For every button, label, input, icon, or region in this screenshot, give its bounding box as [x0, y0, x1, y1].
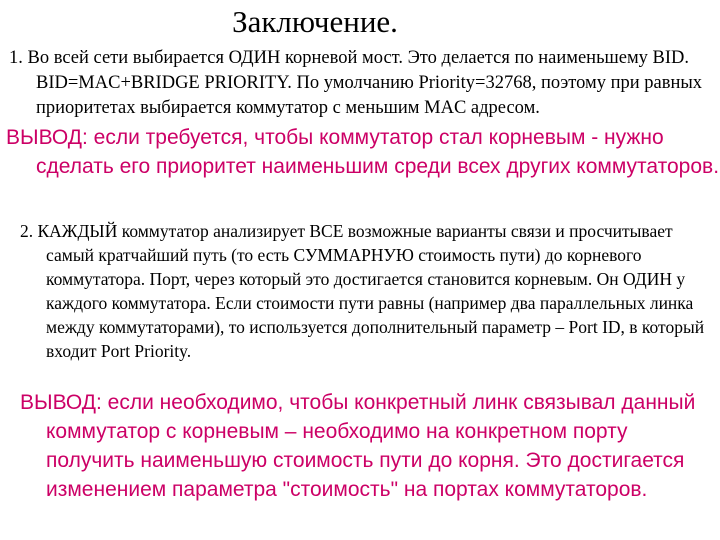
slide-title: Заключение. [232, 4, 398, 39]
point-1-root-bridge: 1. Во всей сети выбирается ОДИН корневой мост. Это делается по наименьшему BID. BID=MAC+BRIDGE PRIORITY. По умолчанию Priority=32768, поэтому при равных приоритетах выбирается коммутатор с меньшим MAC адресом. [9, 48, 703, 118]
conclusion-1: ВЫВОД: если требуется, чтобы коммутатор стал корневым - нужно сделать его приоритет наименьшим среди всех других коммутаторов. [6, 126, 720, 178]
point-2-root-port: 2. КАЖДЫЙ коммутатор анализирует ВСЕ возможные варианты связи и просчитывает самый кратчайший путь (то есть СУММАРНУЮ стоимость пути) до корневого коммутатора. Порт, через который это достигается становится корневым. Он ОДИН у каждого коммутатора. Если стоимости пути равны (например два параллельных линка между коммутаторами), то используется дополнительный параметр – Port ID, в который входит Port Priority. [20, 221, 705, 361]
conclusion-2: ВЫВОД: если необходимо, чтобы конкретный линк связывал данный коммутатор с корневым – необходимо на конкретном порту получить наименьшую стоимость пути до корня. Это достигается изменением параметра "стоимость" на портах коммутаторов. [20, 391, 696, 501]
